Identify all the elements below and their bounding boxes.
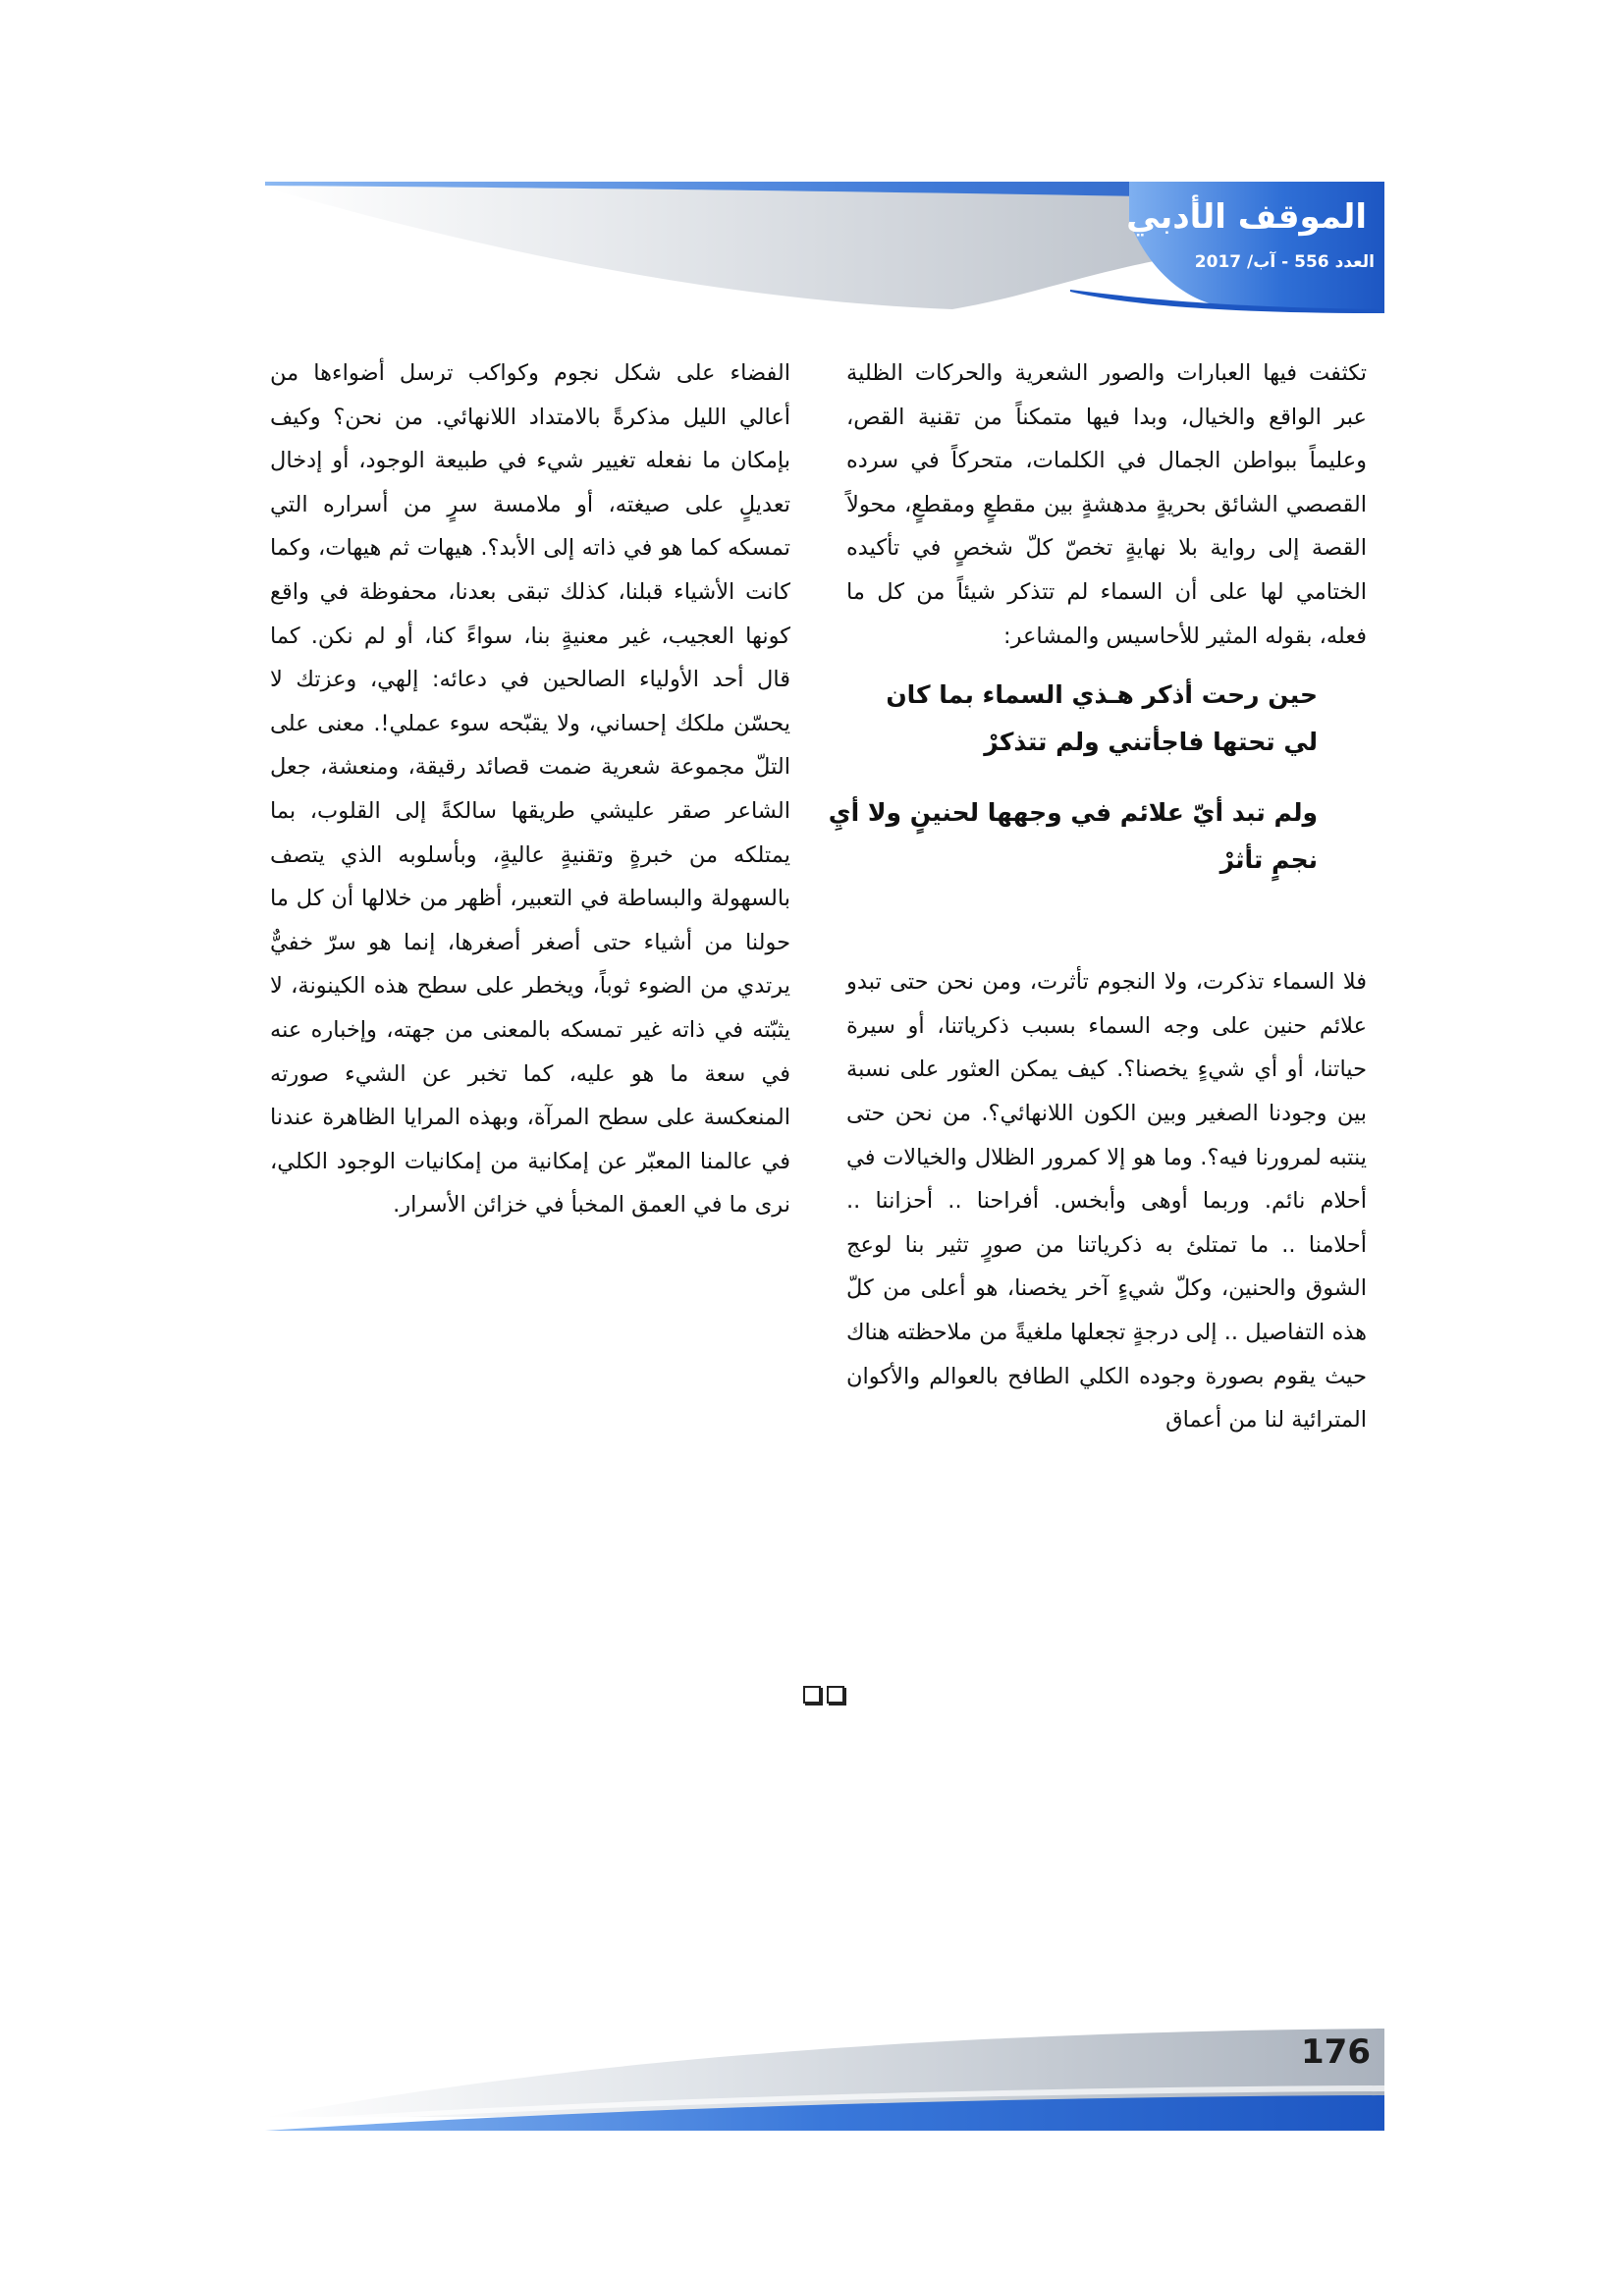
magazine-logo: الموقف الأدبي [1126, 197, 1367, 237]
footer-band-graphic [265, 2023, 1384, 2131]
issue-number: 556 [1294, 252, 1329, 272]
right-column [828, 352, 1367, 1442]
poem-line-2: لي تحتها فاجأتني ولم تتذكرْ [984, 728, 1318, 757]
issue-date: - آب/ 2017 [1194, 252, 1289, 272]
issue-info [1189, 252, 1375, 272]
left-column [270, 352, 790, 1227]
poem-quote [828, 672, 1367, 884]
poem-line-4: نجمٍ تأثرْ [1219, 845, 1318, 875]
left-paragraph: الفضاء على شكل نجوم وكواكب ترسل أضواءها من أعالي الليل مذكرةً بالامتداد اللانهائي. من نحن؟ وكيف بإمكان ما نفعله تغيير شيء في طبيعة الوجود، أو إدخال تعديلٍ على صيغته، أو ملامسة سرٍ من أسراره التي تمسكه كما هو في ذاته إلى الأبد؟. هيهات ثم هيهات، وكما كانت الأشياء قبلنا، كذلك تبقى بعدنا، محفوظة في واقع كونها العجيب، غير معنيةٍ بنا، سواءً كنا، أو لم نكن. كما قال أحد الأولياء الصالحين في دعائه: إلهي، وعزتك لا يحسّن ملكك إحساني، ولا يقبّحه سوء عملي!. معنى على التلّ مجموعة شعرية ضمت قصائد رقيقة، ومنعشة، جعل الشاعر صقر عليشي طريقها سالكةً إلى القلوب، بما يمتلكه من خبرةٍ وتقنيةٍ عاليةٍ، وبأسلوبه الذي يتصف بالسهولة والبساطة في التعبير، أظهر من خلالها أن كل ما حولنا من أشياء حتى أصغر أصغرها، إنما هو سرّ خفيٌّ يرتدي من الضوء ثوباً، ويخطر على سطح هذه الكينونة، لا يثبّته في ذاته غير تمسكه بالمعنى من جهته، وإخباره عنه في سعة ما هو عليه، كما تخبر عن الشيء صورته المنعكسة على سطح المرآة، وبهذه المرايا الظاهرة عندنا في عالمنا المعبّر عن إمكانية من إمكانيات الوجود الكلي، نرى ما في العمق المخبأ في خزائن الأسرار. [270, 360, 790, 1218]
section-end-ornament [803, 1686, 844, 1706]
page-number: 176 [1301, 2032, 1371, 2072]
footer-band [265, 2023, 1384, 2131]
poem-line-3: ولم تبد أيّ علائم في وجهها لحنينٍ ولا أيِ [828, 798, 1318, 828]
right-paragraph-1: تكثفت فيها العبارات والصور الشعرية والحركات الظلية عبر الواقع والخيال، وبدا فيها متمكناً من تقنية القص، وعليماً ببواطن الجمال في الكلمات، متحركاً في سرده القصصي الشائق بحريةٍ مدهشةٍ بين مقطعٍ ومقطعٍ، محولاً القصة إلى رواية بلا نهايةٍ تخصّ كلّ شخصٍ في تأكيده الختامي لها على أن السماء لم تتذكر شيئاً من كل ما فعله، بقوله المثير للأحاسيس والمشاعر: [846, 360, 1367, 649]
header-band [265, 182, 1384, 319]
poem-line-1: حين رحت أذكر هـذي السماء بما كان [886, 680, 1318, 710]
ornament-square-icon [803, 1686, 821, 1704]
ornament-square-icon [827, 1686, 844, 1704]
right-paragraph-2: فلا السماء تذكرت، ولا النجوم تأثرت، ومن نحن حتى تبدو علائم حنين على وجه السماء بسبب ذكرياتنا، أو سيرة حياتنا، أو أي شيءٍ يخصنا؟. كيف يمكن العثور على نسبة بين وجودنا الصغير وبين الكون اللانهائي؟. من نحن حتى ينتبه لمرورنا فيه؟. وما هو إلا كمرور الظلال والخيالات في أحلام نائم. وربما أوهى وأبخس. أفراحنا .. أحزاننا .. أحلامنا .. ما تمتلئ به ذكرياتنا من صورٍ تثير بنا لوعج الشوق والحنين، وكلّ شيءٍ آخر يخصنا، هو أعلى من كلّ هذه التفاصيل .. إلى درجةٍ تجعلها ملغيةً من ملاحظته هناك حيث يقوم بصورة وجوده الكلي الطافح بالعوالم والأكوان المترائية لنا من أعماق [846, 969, 1367, 1434]
issue-label: العدد [1334, 252, 1375, 272]
